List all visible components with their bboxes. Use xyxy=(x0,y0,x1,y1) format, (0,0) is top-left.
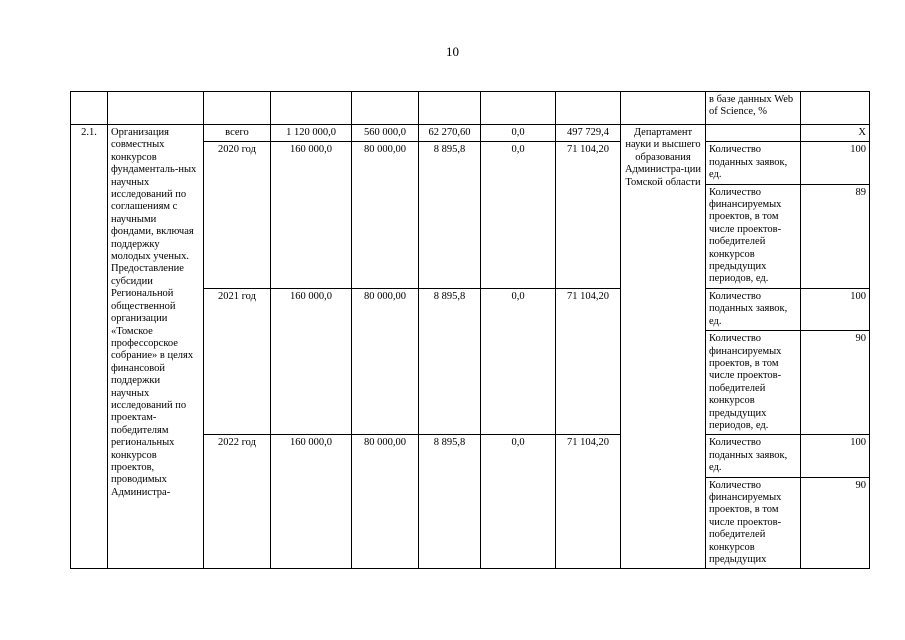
period-cell: 2021 год xyxy=(204,288,271,434)
indicator-value-cell: 100 xyxy=(801,288,870,330)
indicator-name-cell: Количество поданных заявок, ед. xyxy=(706,142,801,184)
indicator-value-cell: 100 xyxy=(801,142,870,184)
indicator-value-cell: Х xyxy=(801,125,870,142)
program-description: Организация совместных конкурсов фундаменталь-ных научных исследований по соглашениям с научными фондами, включая поддержку молодых ученых. Предоставление субсидии Региональной общественной организации «Томское профессорское собрание» в целях финансовой поддержки научных исследований по проектам-победителям региональных конкурсов проектов, проводимых Администра- xyxy=(108,125,204,569)
other-cell: 71 104,20 xyxy=(556,142,621,288)
local-cell: 0,0 xyxy=(481,142,556,288)
total-cell: 160 000,0 xyxy=(271,142,352,288)
continuation-row xyxy=(71,92,870,125)
local-cell: 0,0 xyxy=(481,435,556,569)
period-cell: 2020 год xyxy=(204,142,271,288)
indicator-value-cell xyxy=(801,92,870,125)
indicator-name-cell: Количество поданных заявок, ед. xyxy=(706,435,801,477)
page-number: 10 xyxy=(446,44,459,59)
indicator-name-cell: в базе данных Web of Science, % xyxy=(706,92,801,125)
indicator-name-cell: Количество поданных заявок, ед. xyxy=(706,288,801,330)
program-table xyxy=(70,91,870,569)
indicator-name-cell: Количество финансируемых проектов, в том числе проектов-победителей конкурсов предыдущих периодов, ед. xyxy=(706,331,801,435)
total-cell: 1 120 000,0 xyxy=(271,125,352,142)
federal-cell: 80 000,00 xyxy=(352,142,419,288)
local-cell xyxy=(481,92,556,125)
total-cell: 160 000,0 xyxy=(271,435,352,569)
regional-cell: 8 895,8 xyxy=(419,288,481,434)
period-cell: 2022 год xyxy=(204,435,271,569)
federal-cell: 80 000,00 xyxy=(352,435,419,569)
executor-cell: Департамент науки и высшего образования Администра-ции Томской области xyxy=(621,125,706,569)
indicator-value-cell: 100 xyxy=(801,435,870,477)
regional-cell: 8 895,8 xyxy=(419,142,481,288)
description-cell xyxy=(108,92,204,125)
indicator-name-cell: Количество финансируемых проектов, в том числе проектов-победителей конкурсов предыдущих xyxy=(706,477,801,569)
total-cell: 160 000,0 xyxy=(271,288,352,434)
federal-cell: 80 000,00 xyxy=(352,288,419,434)
regional-cell: 8 895,8 xyxy=(419,435,481,569)
executor-cell xyxy=(621,92,706,125)
indicator-name-cell: Количество финансируемых проектов, в том числе проектов-победителей конкурсов предыдущих периодов, ед. xyxy=(706,184,801,288)
federal-cell: 560 000,0 xyxy=(352,125,419,142)
federal-cell xyxy=(352,92,419,125)
other-cell: 71 104,20 xyxy=(556,435,621,569)
period-cell: всего xyxy=(204,125,271,142)
indicator-value-cell: 90 xyxy=(801,331,870,435)
number-cell xyxy=(71,92,108,125)
table-row xyxy=(71,125,870,142)
indicator-name-cell xyxy=(706,125,801,142)
regional-cell: 62 270,60 xyxy=(419,125,481,142)
other-cell: 71 104,20 xyxy=(556,288,621,434)
regional-cell xyxy=(419,92,481,125)
indicator-value-cell: 89 xyxy=(801,184,870,288)
indicator-value-cell: 90 xyxy=(801,477,870,569)
total-cell xyxy=(271,92,352,125)
local-cell: 0,0 xyxy=(481,125,556,142)
program-number: 2.1. xyxy=(71,125,108,569)
other-cell: 497 729,4 xyxy=(556,125,621,142)
period-cell xyxy=(204,92,271,125)
other-cell xyxy=(556,92,621,125)
local-cell: 0,0 xyxy=(481,288,556,434)
